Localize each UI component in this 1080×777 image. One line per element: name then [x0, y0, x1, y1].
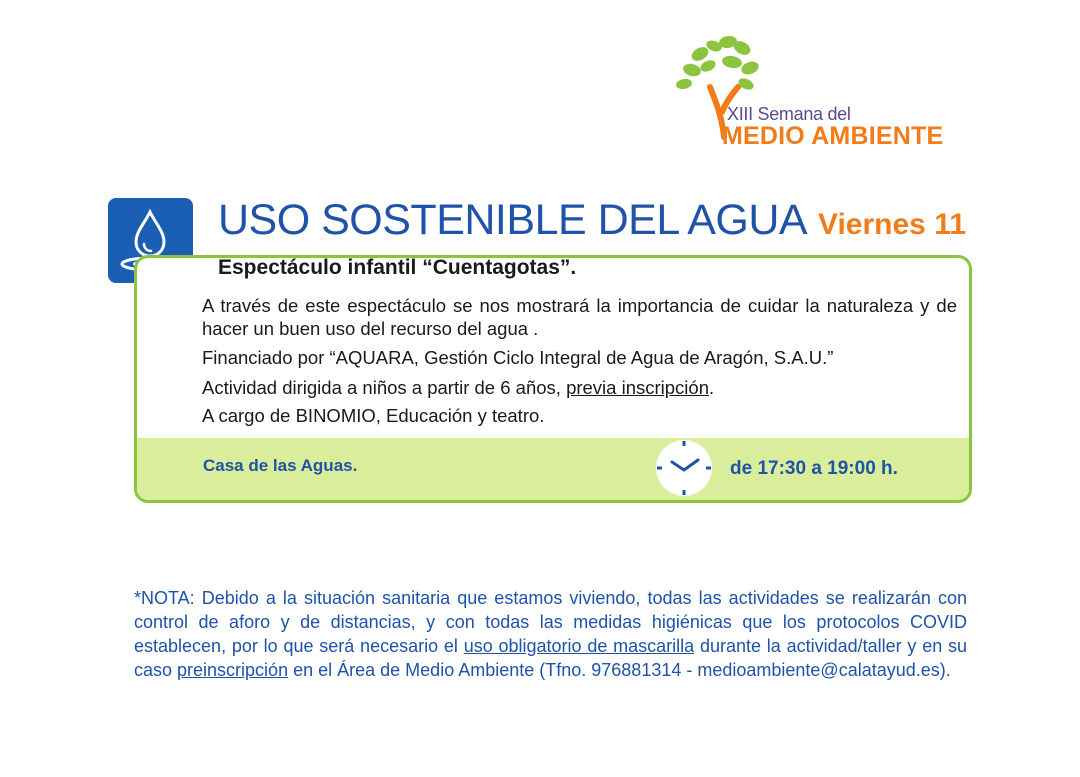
event-description: A través de este espectáculo se nos mostrará la importancia de cuidar la naturaleza y de hacer un buen uso del recurso del agua .: [202, 295, 957, 339]
event-title: USO SOSTENIBLE DEL AGUA: [218, 196, 808, 244]
event-subtitle: Espectáculo infantil “Cuentagotas”.: [218, 256, 577, 279]
mask-requirement-link[interactable]: uso obligatorio de mascarilla: [463, 636, 695, 656]
note-text-2: durante la actividad/taller y en su caso: [134, 636, 968, 680]
registration-link[interactable]: previa inscripción: [566, 377, 709, 398]
note-text-3: en el Área de Medio Ambiente (Tfno. 976881314 - medioambiente@calatayud.es).: [288, 660, 951, 680]
event-logo: [672, 32, 972, 152]
audience-text: Actividad dirigida a niños a partir de 6 años,: [202, 377, 567, 398]
logo-line-2: MEDIO AMBIENTE: [722, 122, 944, 150]
event-audience: [202, 377, 714, 399]
event-time: de 17:30 a 19:00 h.: [730, 458, 898, 479]
logo-line-1: XIII Semana del: [727, 104, 851, 124]
audience-suffix: .: [709, 377, 715, 398]
covid-note: [134, 586, 967, 682]
clock-icon: [654, 438, 714, 498]
event-place: Casa de las Aguas.: [203, 456, 358, 475]
event-funding: Financiado por “AQUARA, Gestión Ciclo Integral de Agua de Aragón, S.A.U.”: [202, 347, 834, 368]
preregistration-link[interactable]: preinscripción: [177, 660, 289, 680]
note-text-1: *NOTA: Debido a la situación sanitaria que estamos viviendo, todas las actividades se realizarán con control de aforo y de distancias, y con todas las medidas higiénicas que los protocolos COVID establecen, por lo que será necesario el: [134, 588, 967, 656]
event-organizer: A cargo de BINOMIO, Educación y teatro.: [202, 405, 545, 426]
event-date: Viernes 11: [818, 208, 966, 241]
